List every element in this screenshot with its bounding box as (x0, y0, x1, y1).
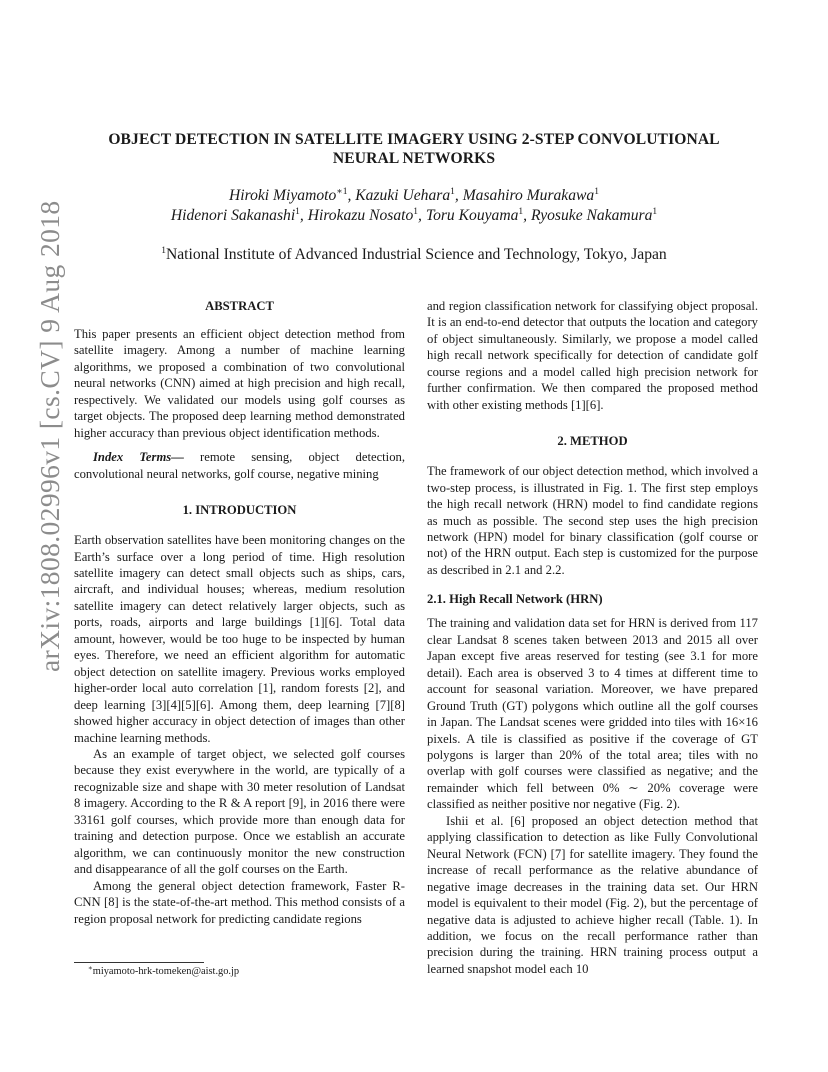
authors-line-2 (70, 206, 758, 226)
author-name: Ryosuke Nakamura (530, 207, 653, 224)
abstract-text: This paper presents an efficient object detection method from satellite imagery. Among a number of machine learning algorithms, we proposed a combination of two convolutional neural networks (CNN) aimed at high precision and high recall, respectively. We validated our models using golf courses as target objects. The proposed deep learning method demonstrated higher accuracy than previous object identification methods. (74, 327, 405, 440)
hrn-subheading: 2.1. High Recall Network (HRN) (427, 592, 603, 607)
author-separator: , (299, 207, 308, 224)
intro-paragraph-2: As an example of target object, we selected golf courses because they exist everywhere in the world, are typically of a recognizable size and shape with 30 meter resolution of Landsat 8 imagery. According to the R & A report [9], in 2016 there were 33161 golf courses, which provide more than enough data for training and detection purpose. Once we establish an accurate algorithm, we can continuously monitor the new construction and disappearance of all the golf courses on the Earth. (74, 746, 405, 877)
hrn-paragraph-2: Ishii et al. [6] proposed an object detection method that applying classification to detection as like Fully Convolutional Neural Network (FCN) [7] for satellite imagery. They found the increase of recall performance as the relative abundance of negative image decreases in the training data set. Our HRN model is equivalent to their model (Fig. 2), but the percentage of negative data is adjusted to achieve higher recall (Table. 1). In addition, we focus on the recall performance rather than precision during the training. HRN training process output a learned snapshot model each 10 (427, 813, 758, 976)
intro-paragraph-3-continued: and region classification network for classifying object proposal. It is an end-to-end detector that outputs the location and category of object simultaneously. Similarly, we propose a model called high recall network specifically for detection of candidate golf course regions and a model called high precision network for further confirmation. We then compared the proposed method with other existing methods [1][6]. (427, 299, 758, 412)
abstract-heading: ABSTRACT (205, 299, 274, 313)
method-heading: 2. METHOD (557, 434, 628, 449)
intro-paragraph-1: Earth observation satellites have been monitoring changes on the Earth’s surface over a long period of time. High resolution satellite imagery can detect small objects such as ships, cars, aircraft, and individual houses; whereas, medium resolution satellite imagery can detect relatively larger objects, such as ports, roads, airports and large buildings [1][6]. Total data amount, however, would be too huge to be inspected by human eyes. Therefore, we need an efficient algorithm for automatic object detection on satellite imagery. Previous works employed higher-order local auto correlation [1], random forests [2], and deep learning [3][4][5][6]. Among them, deep learning [7][8] showed higher accuracy in object detection of images than other machine learning methods. (74, 533, 405, 745)
author-separator: , (523, 207, 531, 224)
author-name: Hiroki Miyamoto (229, 187, 337, 204)
right-column (427, 298, 758, 977)
left-column (74, 298, 405, 927)
author-name: Toru Kouyama (425, 207, 519, 224)
affiliation (70, 245, 758, 265)
author-affiliation-marker: 1 (518, 207, 524, 217)
affiliation-text: National Institute of Advanced Industrial Science and Technology, Tokyo, Japan (166, 246, 667, 263)
hrn-paragraph-1: The training and validation data set for HRN is derived from 117 clear Landsat 8 scenes taken between 2013 and 2015 all over Japan except five areas reserved for testing (see 3.1 for more detail). Each area is observed 3 to 4 times at different time to account for seasonal variation. Moreover, we have prepared Ground Truth (GT) polygons which outline all the golf courses in Japan. The Landsat scenes were gridded into tiles with 16×16 pixels. A tile is classified as positive if the coverage of GT polygons is larger than 20% of the total area; tiles with no overlap with golf courses were classified as negative; and the remainder which fell between 0% ∼ 20% coverage were classified as neither positive nor negative (Fig. 2). (427, 616, 758, 812)
author-name: Hidenori Sakanashi (170, 207, 296, 224)
paper-title (70, 130, 758, 168)
index-terms (74, 449, 405, 482)
author-affiliation-marker: 1 (295, 207, 300, 217)
footnote-email: miyamoto-hrk-tomeken@aist.go.jp (92, 966, 240, 977)
index-terms-text: remote sensing, object detection, convolutional neural networks, golf course, negative mining (74, 450, 405, 481)
author-affiliation-marker: 1 (413, 207, 419, 217)
author-affiliation-marker: 1 (450, 187, 455, 197)
index-terms-label: Index Terms— (93, 450, 184, 465)
footnote-marker: ∗ (88, 964, 93, 972)
footnote-divider (74, 962, 204, 963)
author-name: Kazuki Uehara (355, 187, 451, 204)
author-affiliation-marker: 1 (652, 207, 658, 217)
author-separator: , (347, 187, 356, 204)
arxiv-side-stamp: arXiv:1808.02996v1 [cs.CV] 9 Aug 2018 (34, 200, 65, 672)
title-line-2: NEURAL NETWORKS (332, 150, 496, 167)
intro-paragraph-3: Among the general object detection framework, Faster R-CNN [8] is the state-of-the-art method. This method consists of a region proposal network for predicting candidate regions (74, 878, 405, 926)
author-name: Masahiro Murakawa (462, 187, 595, 204)
authors-line-1 (70, 186, 758, 206)
author-affiliation-marker: 1 (594, 187, 599, 197)
affiliation-marker: 1 (161, 246, 166, 256)
author-name: Hirokazu Nosato (307, 207, 414, 224)
author-separator: , (454, 187, 463, 204)
footnote (88, 965, 239, 978)
method-paragraph-1: The framework of our object detection method, which involved a two-step process, is illustrated in Fig. 1. The first step employs the high recall network (HRN) model to find candidate regions as much as possible. The second step uses the high precision network (HPN) model for binary classification (golf course or not) of the HRN output. Each step is customized for the purpose as described in 2.1 and 2.2. (427, 464, 758, 577)
author-affiliation-marker: ∗1 (336, 187, 348, 197)
author-list (70, 186, 758, 226)
author-separator: , (418, 207, 426, 224)
introduction-heading: 1. INTRODUCTION (182, 503, 297, 518)
title-line-1: OBJECT DETECTION IN SATELLITE IMAGERY USING 2-STEP CONVOLUTIONAL (108, 131, 720, 148)
